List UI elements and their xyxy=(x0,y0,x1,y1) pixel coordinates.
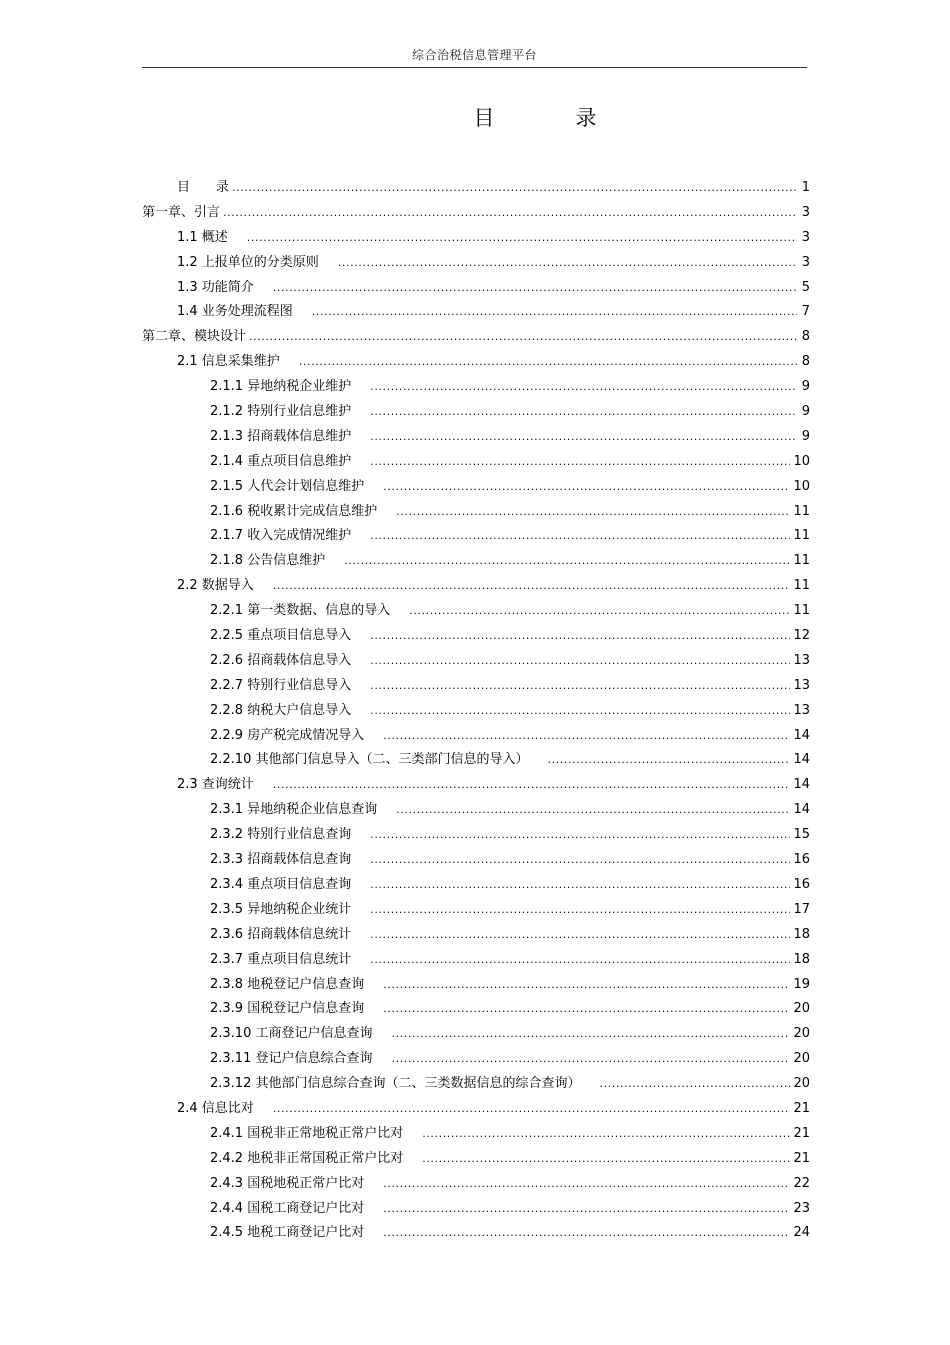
table-of-contents xyxy=(142,176,810,1246)
toc-dot-leader xyxy=(312,300,797,325)
toc-entry[interactable] xyxy=(142,201,810,226)
toc-dot-leader xyxy=(422,1147,790,1172)
toc-dot-leader xyxy=(370,699,790,724)
toc-entry[interactable] xyxy=(142,674,810,699)
toc-entry-label: 2.2.6 招商载体信息导入 xyxy=(210,652,352,668)
toc-entry[interactable] xyxy=(142,1147,810,1172)
toc-entry-page: 14 xyxy=(793,802,810,818)
toc-entry[interactable] xyxy=(142,997,810,1022)
toc-entry-page: 13 xyxy=(793,677,810,693)
toc-entry[interactable] xyxy=(142,599,810,624)
toc-dot-leader xyxy=(223,201,797,226)
toc-entry-label: 2.1.5 人代会计划信息维护 xyxy=(210,478,365,494)
toc-dot-leader xyxy=(273,1097,791,1122)
toc-entry-label: 2.2 数据导入 xyxy=(177,578,254,594)
toc-entry-label: 2.2.8 纳税大户信息导入 xyxy=(210,702,352,718)
toc-entry-label: 2.2.7 特别行业信息导入 xyxy=(210,677,352,693)
toc-entry[interactable] xyxy=(142,948,810,973)
toc-entry-label: 2.3.9 国税登记户信息查询 xyxy=(210,1001,365,1017)
toc-entry-label: 2.1.6 税收累计完成信息维护 xyxy=(210,503,378,519)
toc-entry-page: 20 xyxy=(793,1076,810,1092)
toc-entry-label: 2.4.3 国税地税正常户比对 xyxy=(210,1175,365,1191)
toc-dot-leader xyxy=(422,1122,790,1147)
toc-dot-leader xyxy=(247,226,797,251)
toc-dot-leader xyxy=(273,574,791,599)
toc-entry[interactable] xyxy=(142,524,810,549)
toc-entry-page: 20 xyxy=(793,1001,810,1017)
toc-dot-leader xyxy=(370,524,790,549)
toc-entry-page: 23 xyxy=(793,1200,810,1216)
toc-entry-label: 2.1.2 特别行业信息维护 xyxy=(210,404,352,420)
toc-entry[interactable] xyxy=(142,923,810,948)
toc-dot-leader xyxy=(370,375,797,400)
toc-dot-leader xyxy=(370,823,790,848)
toc-dot-leader xyxy=(547,748,790,773)
toc-dot-leader xyxy=(299,350,797,375)
toc-dot-leader xyxy=(370,873,790,898)
toc-entry-page: 17 xyxy=(793,901,810,917)
toc-entry-label: 2.3.10 工商登记户信息查询 xyxy=(210,1026,373,1042)
toc-entry-page: 19 xyxy=(793,976,810,992)
toc-dot-leader xyxy=(249,325,797,350)
toc-entry[interactable] xyxy=(142,898,810,923)
toc-entry-page: 9 xyxy=(801,428,810,444)
toc-entry[interactable] xyxy=(142,400,810,425)
toc-dot-leader xyxy=(370,674,790,699)
toc-entry-page: 21 xyxy=(793,1125,810,1141)
toc-entry-page: 1 xyxy=(801,180,810,195)
toc-entry-page: 16 xyxy=(793,852,810,868)
toc-entry-page: 21 xyxy=(793,1100,810,1116)
toc-entry-page: 3 xyxy=(801,229,810,245)
toc-entry-page: 14 xyxy=(793,752,810,768)
toc-dot-leader xyxy=(344,549,790,574)
toc-entry-label: 2.1.4 重点项目信息维护 xyxy=(210,453,352,469)
toc-entry-label: 2.4.2 地税非正常国税正常户比对 xyxy=(210,1150,404,1166)
toc-entry-label: 2.4.5 地税工商登记户比对 xyxy=(210,1225,365,1241)
toc-entry[interactable] xyxy=(142,475,810,500)
toc-entry-page: 20 xyxy=(793,1026,810,1042)
toc-entry-page: 21 xyxy=(793,1150,810,1166)
toc-entry[interactable] xyxy=(142,574,810,599)
toc-entry[interactable] xyxy=(142,500,810,525)
toc-entry[interactable] xyxy=(142,724,810,749)
toc-entry-page: 18 xyxy=(793,926,810,942)
toc-entry-page: 24 xyxy=(793,1225,810,1241)
toc-entry[interactable] xyxy=(142,1221,810,1246)
toc-entry[interactable] xyxy=(142,798,810,823)
toc-entry-page: 9 xyxy=(801,379,810,395)
toc-entry[interactable] xyxy=(142,425,810,450)
toc-entry-page: 8 xyxy=(801,354,810,370)
toc-entry-page: 10 xyxy=(793,453,810,469)
toc-entry[interactable] xyxy=(142,300,810,325)
toc-entry-label: 2.3.8 地税登记户信息查询 xyxy=(210,976,365,992)
toc-entry-page: 16 xyxy=(793,876,810,892)
toc-entry-label: 2.3.12 其他部门信息综合查询（二、三类数据信息的综合查询） xyxy=(210,1076,581,1092)
toc-entry[interactable] xyxy=(142,773,810,798)
toc-dot-leader xyxy=(370,450,790,475)
toc-entry[interactable] xyxy=(142,848,810,873)
toc-entry-label: 2.1.3 招商载体信息维护 xyxy=(210,428,352,444)
toc-entry-label: 2.3.7 重点项目信息统计 xyxy=(210,951,352,967)
toc-entry[interactable] xyxy=(142,699,810,724)
toc-entry-label: 2.1.7 收入完成情况维护 xyxy=(210,528,352,544)
toc-entry[interactable] xyxy=(142,649,810,674)
toc-entry[interactable] xyxy=(142,276,810,301)
toc-dot-leader xyxy=(370,624,790,649)
toc-entry[interactable] xyxy=(142,624,810,649)
toc-entry[interactable] xyxy=(142,873,810,898)
toc-dot-leader xyxy=(232,176,797,201)
toc-entry[interactable] xyxy=(142,450,810,475)
toc-entry-label: 2.2.9 房产税完成情况导入 xyxy=(210,727,365,743)
toc-entry[interactable] xyxy=(142,1072,810,1097)
toc-entry-label: 2.3 查询统计 xyxy=(177,777,254,793)
toc-dot-leader xyxy=(370,898,790,923)
toc-entry-label: 2.2.10 其他部门信息导入（二、三类部门信息的导入） xyxy=(210,752,529,768)
toc-entry-label: 2.3.1 异地纳税企业信息查询 xyxy=(210,802,378,818)
running-header: 综合治税信息管理平台 xyxy=(411,48,537,62)
toc-entry-label: 2.3.5 异地纳税企业统计 xyxy=(210,901,352,917)
toc-entry-label: 1.2 上报单位的分类原则 xyxy=(177,254,319,270)
toc-entry-label: 2.3.3 招商载体信息查询 xyxy=(210,852,352,868)
toc-entry-page: 8 xyxy=(801,329,810,345)
toc-entry-page: 11 xyxy=(793,603,810,619)
toc-entry-page: 18 xyxy=(793,951,810,967)
toc-entry[interactable] xyxy=(142,251,810,276)
toc-dot-leader xyxy=(273,773,791,798)
toc-entry-page: 7 xyxy=(801,304,810,320)
toc-entry-page: 10 xyxy=(793,478,810,494)
toc-entry-page: 20 xyxy=(793,1051,810,1067)
toc-entry-label: 2.1 信息采集维护 xyxy=(177,354,280,370)
toc-entry-page: 5 xyxy=(801,279,810,295)
toc-entry[interactable] xyxy=(142,1047,810,1072)
toc-entry-label: 2.2.1 第一类数据、信息的导入 xyxy=(210,603,391,619)
toc-dot-leader xyxy=(599,1072,790,1097)
toc-entry[interactable] xyxy=(142,748,810,773)
toc-entry-label: 1.3 功能简介 xyxy=(177,279,254,295)
toc-entry-page: 11 xyxy=(793,528,810,544)
toc-dot-leader xyxy=(396,500,790,525)
toc-dot-leader xyxy=(273,276,797,301)
toc-entry-page: 11 xyxy=(793,578,810,594)
toc-entry[interactable] xyxy=(142,1022,810,1047)
toc-entry-page: 3 xyxy=(801,204,810,220)
toc-entry[interactable] xyxy=(142,1097,810,1122)
toc-dot-leader xyxy=(370,848,790,873)
toc-dot-leader xyxy=(370,400,797,425)
toc-entry[interactable] xyxy=(142,350,810,375)
toc-dot-leader xyxy=(370,425,797,450)
toc-entry-label: 2.4.4 国税工商登记户比对 xyxy=(210,1200,365,1216)
toc-entry-label: 目 录 xyxy=(177,180,230,195)
header-rule xyxy=(142,67,807,68)
toc-dot-leader xyxy=(383,724,790,749)
toc-entry-page: 11 xyxy=(793,503,810,519)
toc-dot-leader xyxy=(338,251,797,276)
toc-dot-leader xyxy=(370,649,790,674)
toc-entry[interactable] xyxy=(142,176,810,201)
toc-entry-page: 9 xyxy=(801,404,810,420)
toc-entry-label: 2.1.1 异地纳税企业维护 xyxy=(210,379,352,395)
toc-dot-leader xyxy=(383,1221,790,1246)
toc-entry-label: 2.3.4 重点项目信息查询 xyxy=(210,876,352,892)
toc-entry[interactable] xyxy=(142,1197,810,1222)
toc-dot-leader xyxy=(409,599,790,624)
toc-entry[interactable] xyxy=(142,973,810,998)
toc-entry-page: 14 xyxy=(793,777,810,793)
toc-entry-label: 2.3.6 招商载体信息统计 xyxy=(210,926,352,942)
toc-entry-page: 3 xyxy=(801,254,810,270)
toc-entry-page: 13 xyxy=(793,702,810,718)
toc-entry[interactable] xyxy=(142,1122,810,1147)
toc-entry[interactable] xyxy=(142,325,810,350)
toc-entry-label: 2.3.2 特别行业信息查询 xyxy=(210,827,352,843)
toc-dot-leader xyxy=(383,973,790,998)
toc-entry[interactable] xyxy=(142,226,810,251)
toc-dot-leader xyxy=(396,798,790,823)
toc-entry-label: 2.3.11 登记户信息综合查询 xyxy=(210,1051,373,1067)
toc-entry-page: 13 xyxy=(793,652,810,668)
toc-entry-label: 2.4.1 国税非正常地税正常户比对 xyxy=(210,1125,404,1141)
toc-entry-label: 第二章、模块设计 xyxy=(142,329,247,345)
toc-entry[interactable] xyxy=(142,375,810,400)
toc-entry-page: 22 xyxy=(793,1175,810,1191)
toc-entry-label: 1.1 概述 xyxy=(177,229,228,245)
toc-entry[interactable] xyxy=(142,549,810,574)
toc-dot-leader xyxy=(383,1172,790,1197)
toc-entry-page: 15 xyxy=(793,827,810,843)
toc-dot-leader xyxy=(370,948,790,973)
toc-dot-leader xyxy=(383,1197,790,1222)
toc-entry-label: 1.4 业务处理流程图 xyxy=(177,304,293,320)
toc-entry[interactable] xyxy=(142,823,810,848)
toc-dot-leader xyxy=(383,475,790,500)
toc-dot-leader xyxy=(370,923,790,948)
toc-entry-label: 第一章、引言 xyxy=(142,204,221,220)
toc-dot-leader xyxy=(391,1022,790,1047)
toc-entry-label: 2.2.5 重点项目信息导入 xyxy=(210,628,352,644)
toc-entry-page: 12 xyxy=(793,628,810,644)
toc-entry-label: 2.4 信息比对 xyxy=(177,1100,254,1116)
toc-entry-page: 14 xyxy=(793,727,810,743)
toc-dot-leader xyxy=(383,997,790,1022)
toc-dot-leader xyxy=(391,1047,790,1072)
toc-entry-label: 2.1.8 公告信息维护 xyxy=(210,553,326,569)
toc-entry-page: 11 xyxy=(793,553,810,569)
toc-title: 目 录 xyxy=(473,106,627,130)
toc-entry[interactable] xyxy=(142,1172,810,1197)
